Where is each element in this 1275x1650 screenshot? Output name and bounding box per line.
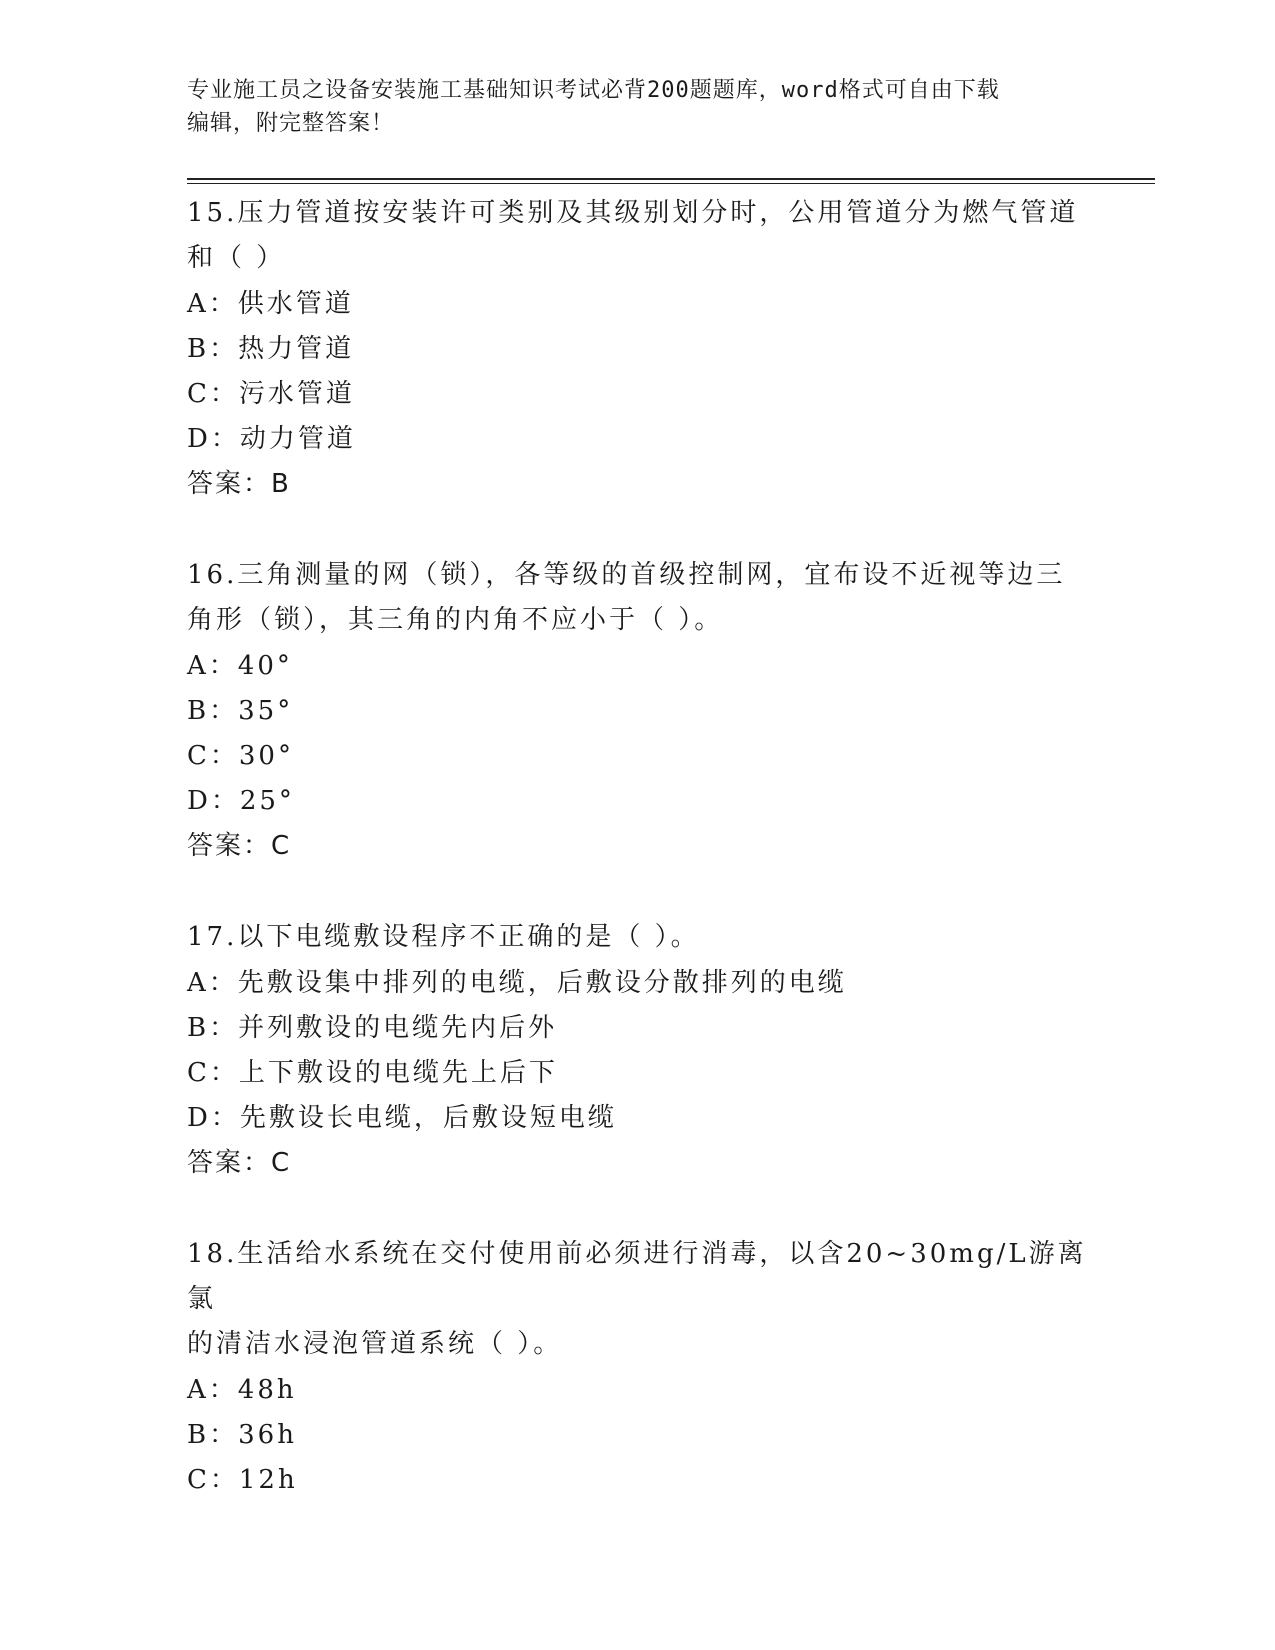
question-list	[187, 191, 1087, 1549]
header-divider-thick	[187, 178, 1155, 180]
question-stem-line: 16.三角测量的网（锁），各等级的首级控制网，宜布设不近视等边三	[187, 560, 1066, 590]
document-header	[187, 74, 1087, 140]
option-c: C：污水管道	[187, 379, 355, 409]
answer-line: 答案：C	[187, 831, 292, 861]
option-a: A：先敷设集中排列的电缆，后敷设分散排列的电缆	[187, 968, 847, 998]
question-17	[187, 915, 1087, 1186]
question-15	[187, 191, 1087, 507]
question-stem-line: 15.压力管道按安装许可类别及其级别划分时，公用管道分为燃气管道	[187, 198, 1079, 228]
question-stem-line: 17.以下电缆敷设程序不正确的是（ ）。	[187, 922, 700, 952]
option-c: C：30°	[187, 741, 294, 771]
answer-line: 答案：B	[187, 469, 291, 499]
question-stem-line: 和（ ）	[187, 243, 286, 273]
option-a: A：供水管道	[187, 289, 354, 319]
header-title-line-1: 专业施工员之设备安装施工基础知识考试必背200题题库，word格式可自由下载	[187, 78, 1000, 103]
question-stem	[187, 1232, 1087, 1367]
option-c: C：12h	[187, 1465, 298, 1495]
question-stem-line: 的清洁水浸泡管道系统（ ）。	[187, 1329, 563, 1359]
header-divider-thin	[187, 183, 1155, 184]
option-b: B：并列敷设的电缆先内后外	[187, 1013, 558, 1043]
question-stem-line: 18.生活给水系统在交付使用前必须进行消毒，以含20~30mg/L游离氯	[187, 1239, 1087, 1314]
header-title-line-2: 编辑，附完整答案！	[187, 111, 395, 136]
question-stem	[187, 915, 1087, 960]
option-d: D：动力管道	[187, 424, 356, 454]
option-b: B：36h	[187, 1420, 297, 1450]
answer-line: 答案：C	[187, 1148, 292, 1178]
question-stem-line: 角形（锁），其三角的内角不应小于（ ）。	[187, 605, 724, 635]
question-stem	[187, 191, 1087, 281]
option-c: C：上下敷设的电缆先上后下	[187, 1058, 558, 1088]
option-b: B：热力管道	[187, 334, 355, 364]
question-stem	[187, 553, 1087, 643]
option-d: D：先敷设长电缆，后敷设短电缆	[187, 1103, 617, 1133]
option-d: D：25°	[187, 786, 295, 816]
option-a: A：48h	[187, 1375, 297, 1405]
option-a: A：40°	[187, 651, 293, 681]
question-16	[187, 553, 1087, 869]
option-b: B：35°	[187, 696, 294, 726]
question-18	[187, 1232, 1087, 1503]
